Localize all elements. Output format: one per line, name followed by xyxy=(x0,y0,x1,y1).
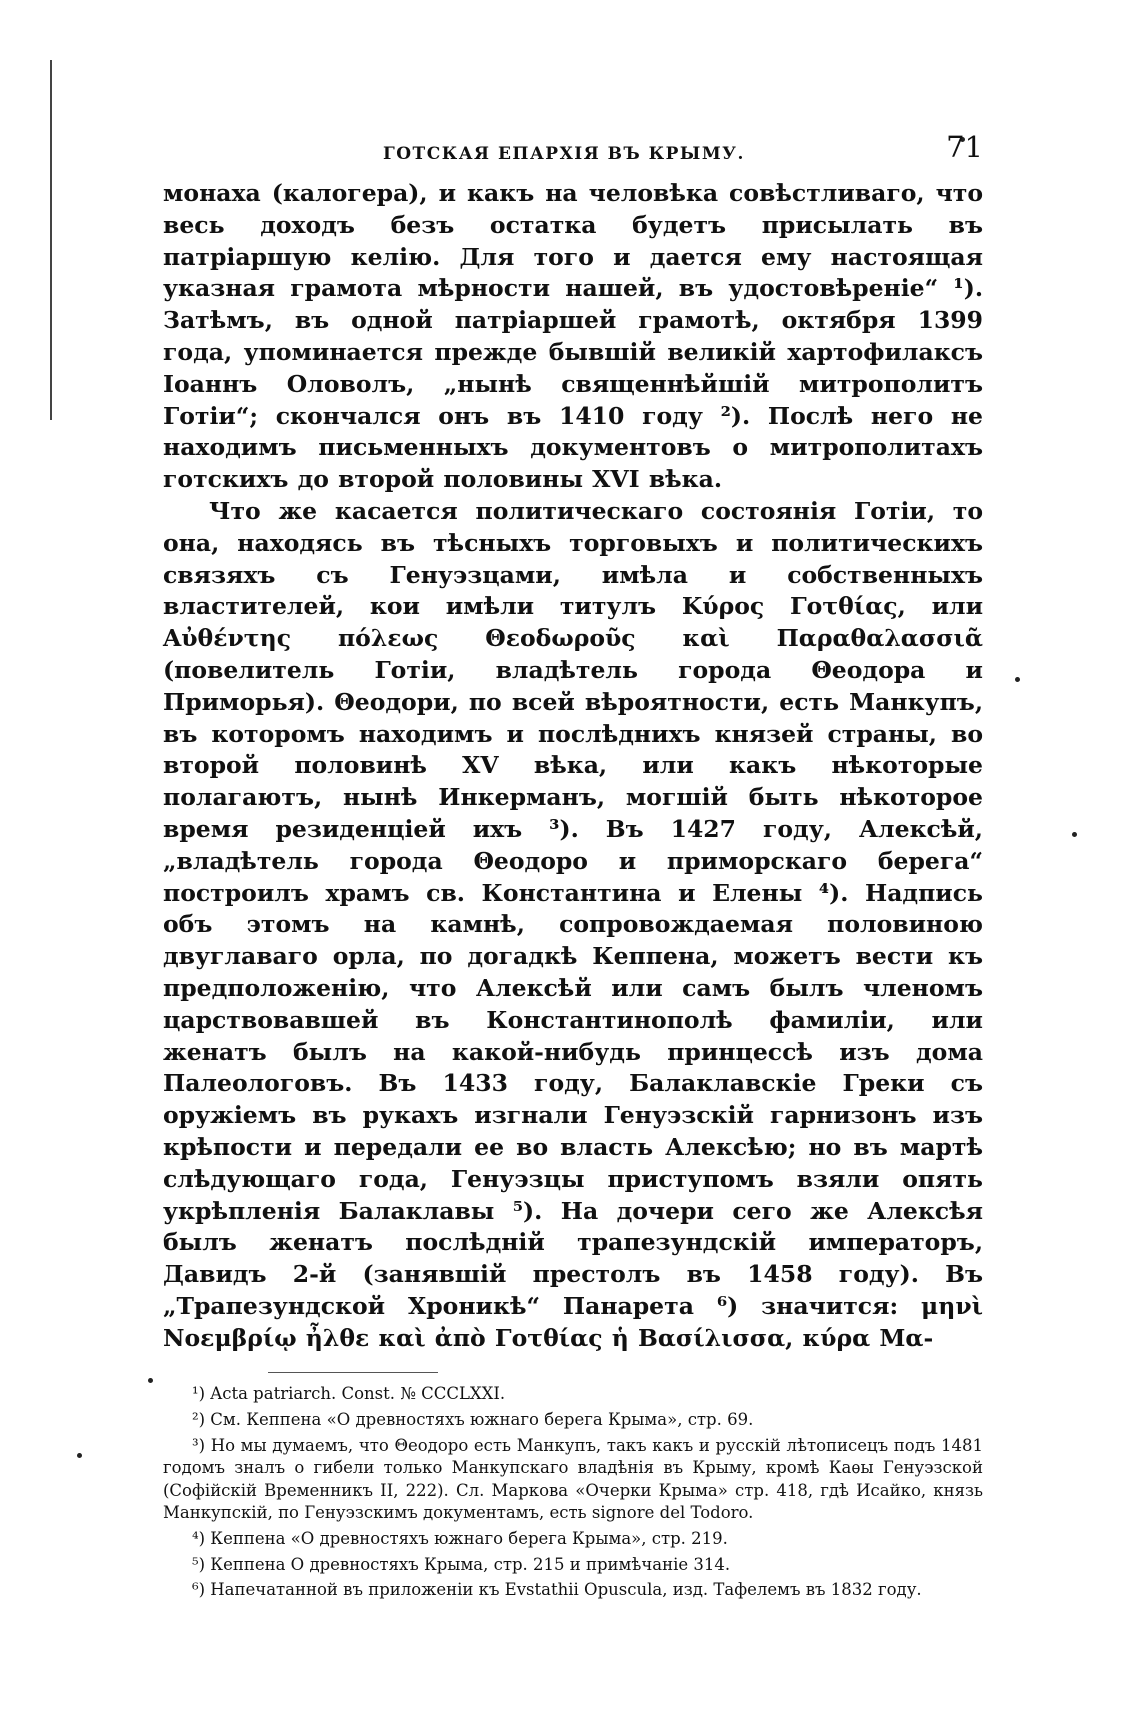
footnote-rule xyxy=(268,1372,438,1373)
footnote: ⁶) Напечатанной въ приложеніи къ Evstathii Opuscula, изд. Тафелемъ въ 1832 году. xyxy=(192,1580,922,1600)
book-page xyxy=(163,128,983,1605)
footnotes xyxy=(163,1383,983,1601)
body-paragraph: Что же касается политическаго состоянія Готіи, то она, находясь въ тѣсныхъ торговыхъ и политическихъ связяхъ съ Генуэзцами, имѣла и собственныхъ властителей, кои имѣли титулъ Κύρος Γοτθίας, или Αὐθέντης πόλεως Θεοδωροῦς καὶ Παραθαλασσιᾶ (повелитель Готіи, владѣтель города Θеодора и Приморья). Θеодори, по всей вѣроятности, есть Манкупъ, въ которомъ находимъ и послѣднихъ князей страны, во второй половинѣ XV вѣка, или какъ нѣкоторые полагаютъ, нынѣ Инкерманъ, могшій быть нѣкоторое время резиденціей ихъ ³). Въ 1427 году, Алексѣй, „владѣтель города Θеодоро и приморскаго берега“ построилъ храмъ св. Константина и Елены ⁴). Надпись объ этомъ на камнѣ, сопровождаемая половиною двуглаваго орла, по догадкѣ Кеппена, можетъ вести къ предположенію, что Алексѣй или самъ былъ членомъ царствовавшей въ Константинополѣ фамиліи, или женатъ былъ на какой-нибудь принцессѣ изъ дома Палеологовъ. Въ 1433 году, Балаклавскіе Греки съ оружіемъ въ рукахъ изгнали Генуэзскій гарнизонъ изъ крѣпости и передали ее во власть Алексѣю; но въ мартѣ слѣдующаго года, Генуэзцы приступомъ взяли опять укрѣпленія Балаклавы ⁵). На дочери сего же Алексѣя былъ женатъ послѣдній трапезундскій императоръ, Давидъ 2-й (занявшій престолъ въ 1458 году). Въ „Трапезундской Хроникѣ“ Панарета ⁶) значится: μηνὶ Νοεμβρίῳ ἦλθε καὶ ἀπὸ Γοτθίας ἡ Βασίλισσα, κύρα Μα- xyxy=(163,496,983,1352)
scan-speck xyxy=(77,1453,82,1458)
body-paragraph: монаха (калогера), и какъ на человѣка совѣстливаго, что весь доходъ безъ остатка будетъ присылать въ патріаршую келію. Для того и дается ему настоящая указная грамота мѣрности нашей, въ удостовѣреніе“ ¹). Затѣмъ, въ одной патріаршей грамотѣ, октября 1399 года, упоминается прежде бывшій великій хартофилаксъ Іоаннъ Оловолъ, „нынѣ священнѣйшій митрополитъ Готіи“; скончался онъ въ 1410 году ²). Послѣ него не находимъ письменныхъ документовъ о митрополитахъ готскихъ до второй половины XVI вѣка. xyxy=(163,179,983,494)
footnote: ⁴) Кеппена «О древностяхъ южнаго берега Крыма», стр. 219. xyxy=(192,1529,728,1549)
footnote: ³) Но мы думаемъ, что Θеодоро есть Манкупъ, такъ какъ и русскій лѣтописецъ подъ 1481 годомъ зналъ о гибели только Манкупскаго владѣнія въ Крыму, кромѣ Каѳы Генуэзской (Софійскій Временникъ II, 222). Сл. Маркова «Очерки Крыма» стр. 418, гдѣ Исайко, князь Манкупскій, по Генуэзскимъ документамъ, есть signore del Todoro. xyxy=(163,1435,983,1523)
scan-speck xyxy=(1015,677,1020,682)
scan-speck xyxy=(148,1378,153,1383)
running-title: ГОТСКАЯ ЕПАРХІЯ ВЪ КРЫМУ. xyxy=(383,144,745,164)
footnote: ⁵) Кеппена О древностяхъ Крыма, стр. 215 и примѣчаніе 314. xyxy=(192,1554,731,1574)
page-number: 71 xyxy=(946,130,983,164)
scan-speck xyxy=(1072,832,1077,837)
footnote: ²) См. Кеппена «О древностяхъ южнаго берега Крыма», стр. 69. xyxy=(192,1410,754,1430)
footnote: ¹) Acta patriarch. Const. № CCCLXXI. xyxy=(192,1384,506,1404)
scan-edge-line xyxy=(50,60,52,420)
running-header xyxy=(163,128,983,178)
